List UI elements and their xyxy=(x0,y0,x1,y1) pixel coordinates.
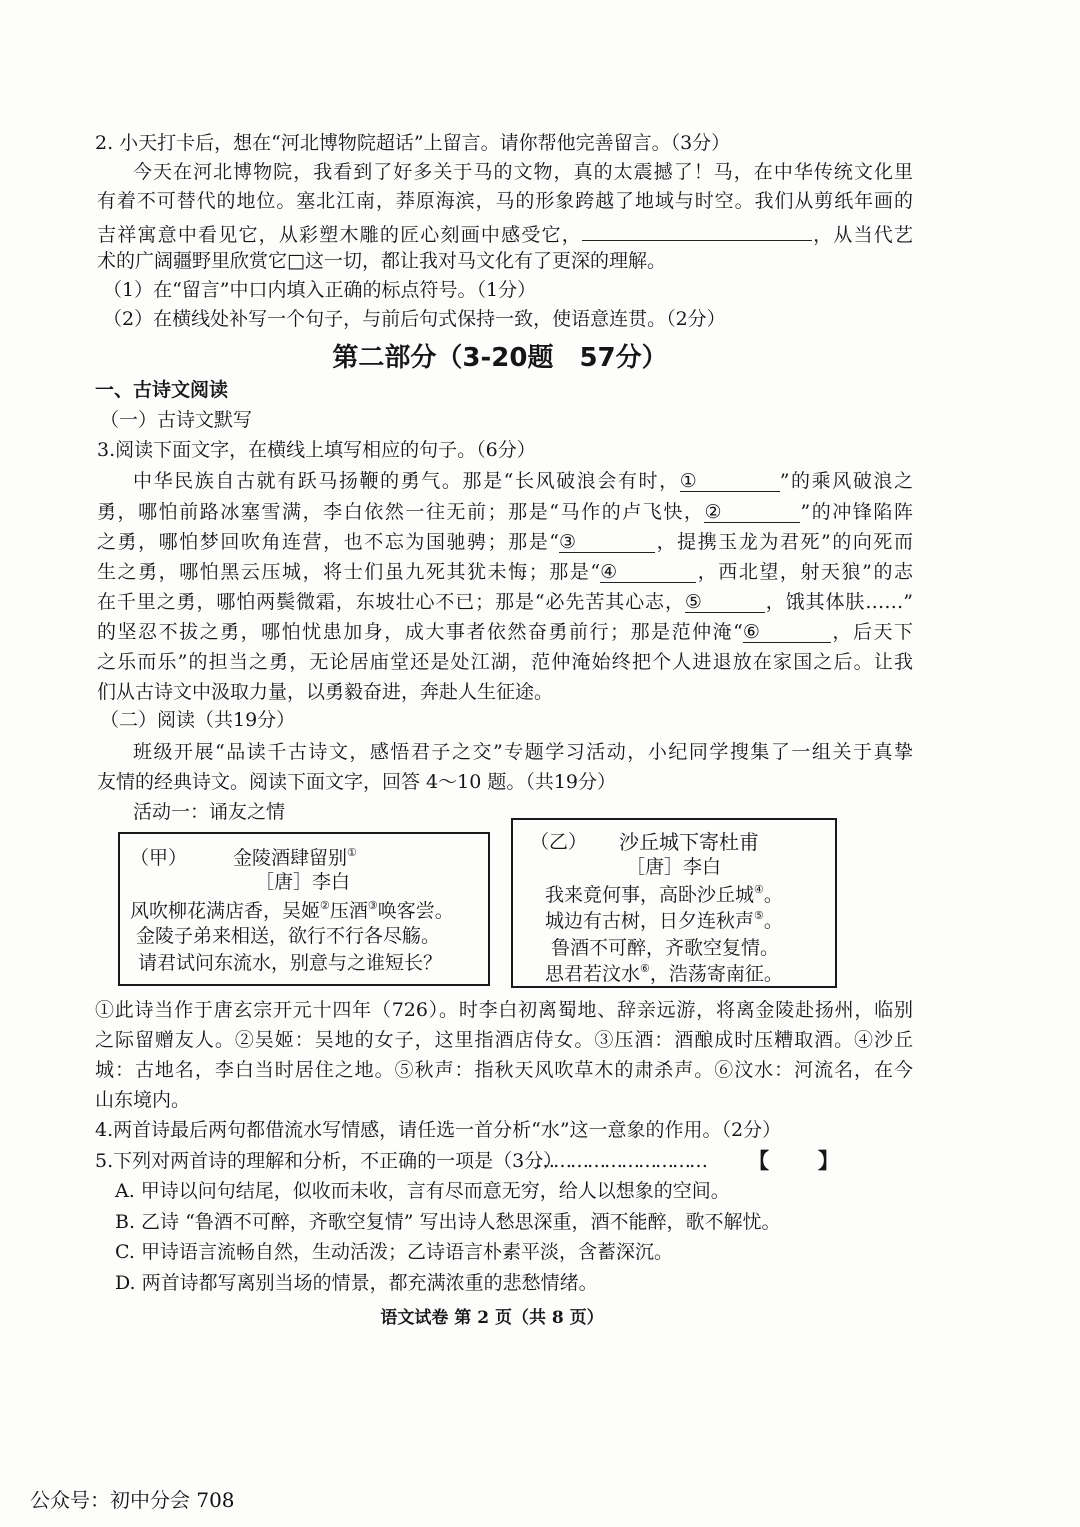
q3-line-text: ”的冲锋陷阵 xyxy=(800,501,913,523)
q3-line-text: 的坚忍不拔之勇，哪怕忧患加身，成大事者依然奋勇前行；那是范仲淹“ xyxy=(97,621,743,643)
q3-line-text: 在千里之勇，哪怕两鬓微霜，东坡壮心不已；那是“必先苦其心志， xyxy=(97,591,685,613)
poem-line xyxy=(545,882,783,908)
q3-line: 之乐而乐”的担当之勇，无论居庙堂还是处江湖，范仲淹始终把个人进退放在家国之后。让我 xyxy=(97,651,913,673)
reading-intro-line: 友情的经典诗文。阅读下面文字，回答 4～10 题。（共19分） xyxy=(97,771,617,793)
section-title: 一、古诗文阅读 xyxy=(95,379,229,401)
poem-line-text: 。 xyxy=(763,884,783,906)
footnote-marker: ④ xyxy=(754,883,764,896)
poem-line: 请君试问东流水，别意与之谁短长？ xyxy=(138,952,443,974)
answer-blank xyxy=(743,620,831,643)
poem-line-text: 城边有古树，日夕连秋声 xyxy=(545,910,755,932)
notes-line: 城：古地名，李白当时居住之地。⑤秋声：指秋天风吹草木的肃杀声。⑥汶水：河流名，在今 xyxy=(95,1059,913,1081)
q5-leader-dots: ………………………… xyxy=(536,1150,706,1172)
q2-message-line xyxy=(97,218,913,244)
q2-sub-question-1: （1）在“留言”中口内填入正确的标点符号。（1分） xyxy=(103,279,537,301)
q5-option: C. 甲诗语言流畅自然，生动活泼；乙诗语言朴素平淡，含蓄深沉。 xyxy=(115,1241,673,1263)
footnote-marker: ⑤ xyxy=(754,909,764,922)
poem-label: （甲） xyxy=(130,847,188,869)
q3-line xyxy=(97,499,913,525)
q2-stem: 2. 小天打卡后，想在“河北博物院超话”上留言。请你帮他完善留言。（3分） xyxy=(95,132,731,154)
poem-title xyxy=(233,845,357,871)
q3-line xyxy=(97,529,913,555)
answer-bracket-open: 【 xyxy=(748,1148,769,1173)
reading-intro-line: 班级开展“品读千古诗文，感悟君子之交”专题学习活动，小纪同学搜集了一组关于真挚 xyxy=(133,741,913,763)
poem-line-text: 风吹柳花满店香，吴姬 xyxy=(130,900,321,922)
footnote-marker: ② xyxy=(320,899,330,912)
blank-number: ② xyxy=(704,501,722,523)
watermark-text: 公众号：初中分会 708 xyxy=(30,1488,235,1512)
subsection-title: （二）阅读（共19分） xyxy=(100,709,296,731)
poem-line-text: 。 xyxy=(763,910,783,932)
activity-title: 活动一：诵友之情 xyxy=(133,801,286,823)
poem-b-box xyxy=(511,818,837,988)
poem-line xyxy=(130,898,454,924)
q2-message-line: 术的广阔疆野里欣赏它□这一切，都让我对马文化有了更深的理解。 xyxy=(97,250,666,272)
answer-bracket-close: 】 xyxy=(818,1148,839,1173)
q3-line xyxy=(97,559,913,585)
subsection-title: （一）古诗文默写 xyxy=(100,409,253,431)
poem-author: ［唐］李白 xyxy=(626,856,722,878)
part2-heading: 第二部分（3-20题 57分） xyxy=(332,343,668,373)
q2-message-line: 今天在河北博物院，我看到了好多关于马的文物，真的太震撼了！马，在中华传统文化里 xyxy=(133,161,913,183)
answer-blank xyxy=(600,560,696,583)
poem-title-text: 金陵酒肆留别 xyxy=(233,847,348,869)
answer-blank xyxy=(582,218,812,241)
blank-number: ⑤ xyxy=(684,591,702,613)
q3-line xyxy=(133,468,913,494)
answer-blank xyxy=(680,469,780,492)
poem-line-text: 压酒 xyxy=(329,900,368,922)
q3-line-text: ，提携玉龙为君死”的向死而 xyxy=(655,531,913,553)
blank-number: ④ xyxy=(600,561,618,583)
q3-line-text: 之勇，哪怕梦回吹角连营，也不忘为国驰骋；那是“ xyxy=(97,531,560,553)
footnote-marker: ⑥ xyxy=(640,962,650,975)
poem-line-text: ，浩荡寄南征。 xyxy=(649,963,783,985)
page-footer: 语文试卷 第 2 页（共 8 页） xyxy=(380,1308,604,1328)
notes-line: 山东境内。 xyxy=(95,1089,191,1111)
q2-sub-question-2: （2）在横线处补写一个句子，与前后句式保持一致，使语意连贯。（2分） xyxy=(103,308,726,330)
q3-line-text: 生之勇，哪怕黑云压城，将士们虽九死其犹未悔；那是“ xyxy=(97,561,601,583)
q2-message-line: 有着不可替代的地位。塞北江南，莽原海滨，马的形象跨越了地域与时空。我们从剪纸年画的 xyxy=(97,190,913,212)
poem-title: 沙丘城下寄杜甫 xyxy=(619,830,759,854)
answer-blank xyxy=(559,530,655,553)
footnote-marker: ③ xyxy=(367,899,378,912)
q3-line: 们从古诗文中汲取力量，以勇毅奋进，奔赴人生征途。 xyxy=(97,681,554,703)
notes-line: 之际留赠友人。②吴姬：吴地的女子，这里指酒店侍女。③压酒：酒酿成时压糟取酒。④沙丘 xyxy=(95,1029,913,1051)
q3-line-text: ，饿其体肤……” xyxy=(764,591,914,613)
q3-line-text: 勇，哪怕前路冰塞雪满，李白依然一往无前；那是“马作的卢飞快， xyxy=(97,501,705,523)
q5-stem: 5.下列对两首诗的理解和分析，不正确的一项是（3分） xyxy=(95,1150,563,1172)
q4-stem: 4.两首诗最后两句都借流水写情感，请任选一首分析“水”这一意象的作用。（2分） xyxy=(95,1119,782,1141)
q3-line-text: 中华民族自古就有跃马扬鞭的勇气。那是“长风破浪会有时， xyxy=(133,470,680,492)
q5-option: D. 两首诗都写离别当场的情景，都充满浓重的悲愁情绪。 xyxy=(115,1272,598,1294)
notes-line: ①此诗当作于唐玄宗开元十四年（726）。时李白初离蜀地、辞亲远游，将离金陵赴扬州，临别 xyxy=(95,999,913,1021)
blank-number: ① xyxy=(679,470,697,492)
q5-option: B. 乙诗 “鲁酒不可醉，齐歌空复情” 写出诗人愁思深重，酒不能醉，歌不解忧。 xyxy=(115,1211,781,1233)
poem-author: ［唐］李白 xyxy=(255,871,351,893)
poem-line-text: 我来竟何事，高卧沙丘城 xyxy=(545,884,755,906)
poem-line-text: 唤客尝。 xyxy=(377,900,454,922)
q3-line xyxy=(97,619,913,645)
poem-line: 鲁酒不可醉，齐歌空复情。 xyxy=(551,937,780,959)
q3-stem: 3.阅读下面文字，在横线上填写相应的句子。（6分） xyxy=(97,439,536,461)
q2-message-text: ，从当代艺 xyxy=(811,224,913,246)
q5-option: A. 甲诗以问句结尾，似收而未收，言有尽而意无穷，给人以想象的空间。 xyxy=(115,1180,730,1202)
poem-line-text: 思君若汶水 xyxy=(545,963,641,985)
answer-blank xyxy=(704,500,800,523)
poem-line xyxy=(545,961,783,987)
poem-a-box xyxy=(118,832,490,986)
answer-blank xyxy=(685,590,765,613)
poem-label: （乙） xyxy=(530,831,588,853)
q3-line-text: ”的乘风破浪之 xyxy=(779,470,914,492)
q3-line-text: ，西北望，射天狼”的志 xyxy=(696,561,914,583)
blank-number: ③ xyxy=(559,531,577,553)
blank-number: ⑥ xyxy=(742,621,760,643)
q2-message-text: 吉祥寓意中看见它，从彩塑木雕的匠心刻画中感受它， xyxy=(97,224,582,246)
poem-line: 金陵子弟来相送，欲行不行各尽觞。 xyxy=(136,925,441,947)
q3-line xyxy=(97,589,913,615)
q3-line-text: ，后天下 xyxy=(830,621,913,643)
poem-line xyxy=(545,908,783,934)
footnote-marker: ① xyxy=(347,846,357,859)
